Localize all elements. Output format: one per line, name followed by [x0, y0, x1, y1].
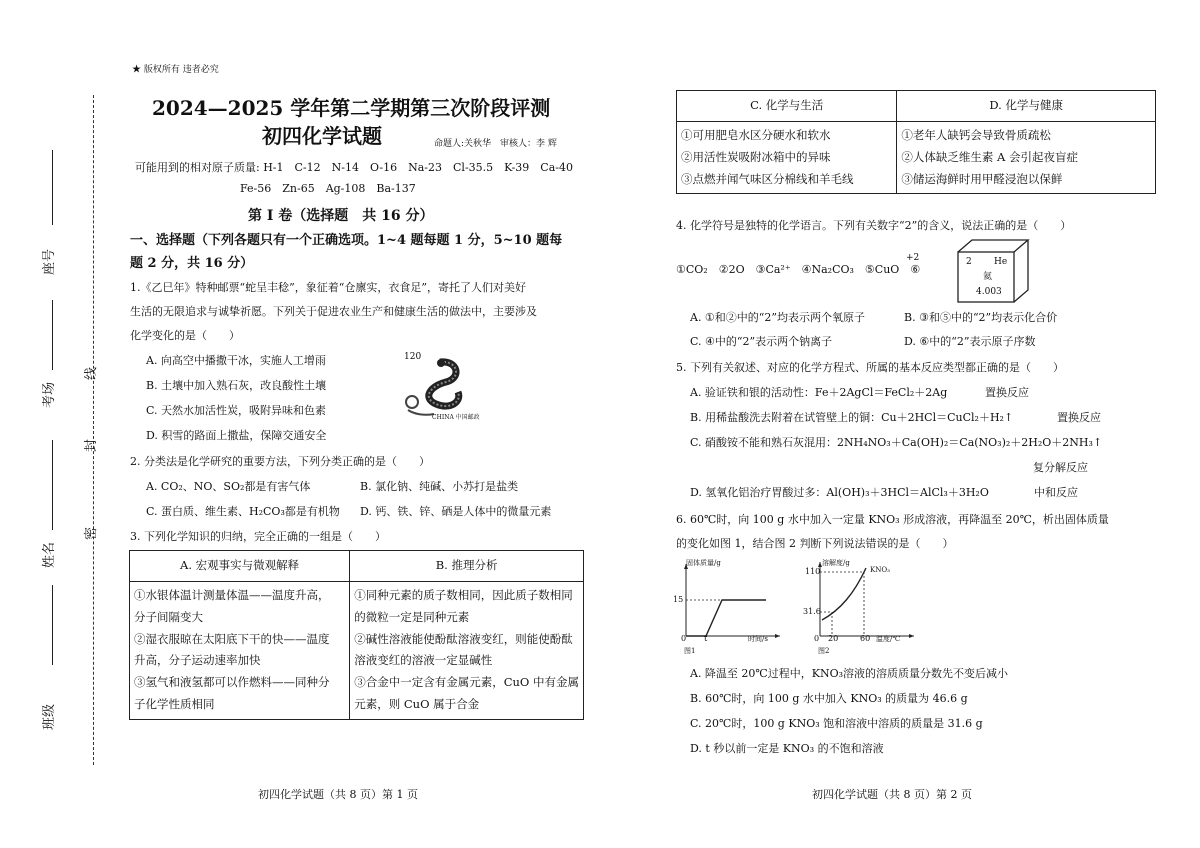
cell-b-line: 溶液变红的溶液一定显碱性: [354, 653, 493, 668]
cell-b-line: ①同种元素的质子数相同，因此质子数相同: [354, 587, 573, 602]
exam-room-blank[interactable]: [52, 300, 53, 370]
fig1-t-tick: t: [704, 634, 708, 643]
q1-stem-2: 生活的无限追求与诚挚祈愿。下列关于促进农业生产和健康生活的做法中，主要涉及: [130, 305, 537, 318]
cell-a-line: ③氢气和液氢都可以作燃料——同种分: [134, 675, 330, 690]
q4-stem: 4. 化学符号是独特的化学语言。下列有关数字“2”的含义，说法正确的是（ ）: [676, 219, 1072, 232]
q6-option-d[interactable]: D. t 秒以前一定是 KNO₃ 的不饱和溶液: [690, 742, 884, 755]
fig2-origin: 0: [814, 634, 820, 643]
class-label: 班级: [42, 703, 57, 730]
table-cell-b[interactable]: [350, 581, 584, 719]
class-blank[interactable]: [52, 585, 53, 665]
q4-option-b[interactable]: B. ③和⑤中的“2”均表示化合价: [904, 311, 1058, 324]
name-label: 姓名: [42, 541, 57, 568]
q5-option-d-type: 中和反应: [1034, 486, 1078, 499]
q6-stem-2: 的变化如图 1，结合图 2 判断下列说法错误的是（ ）: [676, 537, 954, 550]
seal-label-seal: 封: [84, 438, 99, 452]
stamp-country: CHINA 中国邮政: [432, 414, 480, 421]
seal-label-line: 线: [84, 366, 99, 380]
he-atomic-number: 2: [966, 257, 972, 267]
q5-stem: 5. 下列有关叙述、对应的化学方程式、所属的基本反应类型都正确的是（ ）: [676, 361, 1064, 374]
q1-stem-3: 化学变化的是（ ）: [130, 329, 240, 342]
atomic-masses-line1: 可能用到的相对原子质量: H-1 C-12 N-14 O-16 Na-23 Cl-35.5 K-39 Ca-40: [135, 161, 573, 174]
q1-option-b[interactable]: B. 土壤中加入熟石灰，改良酸性土壤: [146, 379, 327, 392]
fig1-ylabel: 固体质量/g: [686, 559, 721, 567]
q4-option-a[interactable]: A. ①和②中的“2”均表示两个氧原子: [690, 311, 866, 324]
figure-2-solubility-chart: [810, 558, 920, 658]
q5-option-c-type: 复分解反应: [1033, 461, 1088, 474]
seat-blank[interactable]: [52, 150, 53, 225]
q1-option-d[interactable]: D. 积雪的路面上撒盐，保障交通安全: [146, 429, 327, 442]
fig1-mass-curve: [686, 600, 766, 636]
part1-heading: 第 I 卷（选择题 共 16 分）: [248, 208, 434, 224]
q3-table-ab: [129, 550, 584, 720]
fig1-xlabel: 时间/s: [748, 635, 768, 643]
table-cell-c[interactable]: [677, 121, 897, 194]
q1-option-a[interactable]: A. 向高空中播撒干冰，实施人工增雨: [146, 354, 326, 367]
fig2-x-20: 20: [828, 634, 839, 643]
q4-option-d[interactable]: D. ⑥中的“2”表示原子序数: [904, 335, 1036, 348]
cell-b-line: ③合金中一定含有金属元素，CuO 中有金属: [354, 675, 579, 690]
fig1-y-tick: 15: [673, 595, 684, 604]
he-name: 氦: [983, 272, 993, 282]
footer-page-1: 初四化学试题（共 8 页）第 1 页: [258, 788, 418, 801]
cell-c-line: ①可用肥皂水区分硬水和软水: [681, 127, 831, 142]
he-symbol: He: [994, 257, 1008, 267]
cell-a-line: 子化学性质相同: [134, 697, 215, 712]
q5-option-b-type: 置换反应: [1057, 411, 1101, 424]
cell-b-line: 的微粒一定是同种元素: [354, 609, 470, 624]
q3-table-cd: [676, 90, 1156, 194]
table-cell-d[interactable]: [897, 121, 1156, 194]
exam-subtitle: 初四化学试题: [262, 124, 382, 148]
q6-option-a[interactable]: A. 降温至 20℃过程中，KNO₃溶液的溶质质量分数先不变后减小: [690, 667, 1009, 680]
q5-option-d[interactable]: D. 氢氧化铝治疗胃酸过多：Al(OH)₃＋3HCl＝AlCl₃＋3H₂O: [690, 486, 989, 499]
table-cell-a[interactable]: [130, 581, 350, 719]
footer-page-2: 初四化学试题（共 8 页）第 2 页: [812, 788, 972, 801]
q6-option-c[interactable]: C. 20℃时，100 g KNO₃ 饱和溶液中溶质的质量是 31.6 g: [690, 717, 983, 730]
seat-label: 座号: [42, 248, 57, 275]
cuo-charge-mark: +2: [906, 253, 920, 263]
fig2-x-60: 60: [860, 634, 871, 643]
q5-option-b[interactable]: B. 用稀盐酸洗去附着在试管壁上的铜：Cu＋2HCl＝CuCl₂＋H₂↑: [690, 411, 1014, 424]
cell-b-line: ②碱性溶液能使酚酞溶液变红，则能使酚酞: [354, 631, 573, 646]
fig2-y-high: 110: [805, 567, 821, 576]
q5-option-a[interactable]: A. 验证铁和银的活动性：Fe＋2AgCl＝FeCl₂＋2Ag: [690, 386, 948, 399]
fig1-caption: 图1: [684, 647, 696, 655]
he-atomic-mass: 4.003: [976, 287, 1002, 297]
q5-option-c[interactable]: C. 硝酸铵不能和熟石灰混用：2NH₄NO₃＋Ca(OH)₂＝Ca(NO₃)₂＋2H₂O＋2NH₃↑: [690, 436, 1103, 449]
cell-c-line: ②用活性炭吸附冰箱中的异味: [681, 149, 831, 164]
section-intro-2: 题 2 分，共 16 分）: [130, 256, 254, 271]
fig2-ylabel: 溶解度/g: [822, 559, 850, 567]
cell-a-line: ②湿衣服晾在太阳底下干的快——温度: [134, 631, 330, 646]
atomic-masses-line2: Fe-56 Zn-65 Ag-108 Ba-137: [240, 182, 416, 195]
figure-1-solid-mass-chart: [676, 558, 786, 658]
cell-a-line: ①水银体温计测量体温——温度升高，: [134, 587, 330, 602]
exam-title: 2024—2025 学年第二学期第三次阶段评测: [152, 96, 551, 120]
table-header-c: C. 化学与生活: [677, 91, 897, 122]
binding-line: [93, 95, 94, 765]
q1-option-c[interactable]: C. 天然水加活性炭，吸附异味和色素: [146, 404, 327, 417]
section-intro-1: 一、选择题（下列各题只有一个正确选项。1~4 题每题 1 分，5~10 题每: [130, 233, 563, 248]
cell-a-line: 升高，分子运动速率加快: [134, 653, 261, 668]
cell-d-line: ②人体缺乏维生素 A 会引起夜盲症: [901, 149, 1078, 164]
copyright-notice: ★ 版权所有 违者必究: [132, 65, 219, 75]
cell-c-line: ③点燃并闻气味区分棉线和羊毛线: [681, 171, 854, 186]
fig2-caption: 图2: [818, 647, 830, 655]
exam-authors: 命题人:关秋华 审核人：李 辉: [434, 139, 557, 149]
fig2-y-low: 31.6: [803, 607, 821, 616]
table-header-a: A. 宏观事实与微观解释: [130, 551, 350, 582]
name-blank[interactable]: [52, 440, 53, 530]
q2-option-c[interactable]: C. 蛋白质、维生素、H₂CO₃都是有机物: [146, 505, 340, 518]
q5-option-a-type: 置换反应: [985, 386, 1029, 399]
cell-d-line: ①老年人缺钙会导致骨质疏松: [901, 127, 1051, 142]
stamp-value: 120: [404, 352, 422, 362]
fig2-xlabel: 温度/℃: [876, 635, 901, 643]
fig2-series-label: KNO₃: [870, 566, 890, 574]
cell-b-line: 元素，则 CuO 属于合金: [354, 697, 480, 712]
table-header-d: D. 化学与健康: [897, 91, 1156, 122]
q2-stem: 2. 分类法是化学研究的重要方法，下列分类正确的是（ ）: [130, 455, 430, 468]
table-header-b: B. 推理分析: [350, 551, 584, 582]
seal-label-secret: 密: [84, 526, 99, 540]
q4-items: ①CO₂ ②2O ③Ca²⁺ ④Na₂CO₃ ⑤CuO ⑥: [676, 263, 921, 276]
q3-stem: 3. 下列化学知识的归纳，完全正确的一组是（ ）: [130, 530, 386, 543]
cell-a-line: 分子间隔变大: [134, 609, 203, 624]
q6-option-b[interactable]: B. 60℃时，向 100 g 水中加入 KNO₃ 的质量为 46.6 g: [690, 692, 968, 705]
fig1-origin: 0: [681, 634, 687, 643]
exam-room-label: 考场: [42, 381, 57, 408]
q2-option-a[interactable]: A. CO₂、NO、SO₂都是有害气体: [146, 480, 311, 493]
cell-d-line: ③储运海鲜时用甲醛浸泡以保鲜: [901, 171, 1063, 186]
q6-stem-1: 6. 60℃时，向 100 g 水中加入一定量 KNO₃ 形成溶液，再降温至 20℃，析出固体质量: [676, 513, 1109, 526]
q2-option-b[interactable]: B. 氯化钠、纯碱、小苏打是盐类: [360, 480, 519, 493]
q4-option-c[interactable]: C. ④中的“2”表示两个钠离子: [690, 335, 833, 348]
q1-stem-1: 1.《乙巳年》特种邮票“蛇呈丰稔”，象征着“仓廪实，衣食足”，寄托了人们对美好: [130, 281, 526, 294]
q2-option-d[interactable]: D. 钙、铁、锌、硒是人体中的微量元素: [360, 505, 552, 518]
